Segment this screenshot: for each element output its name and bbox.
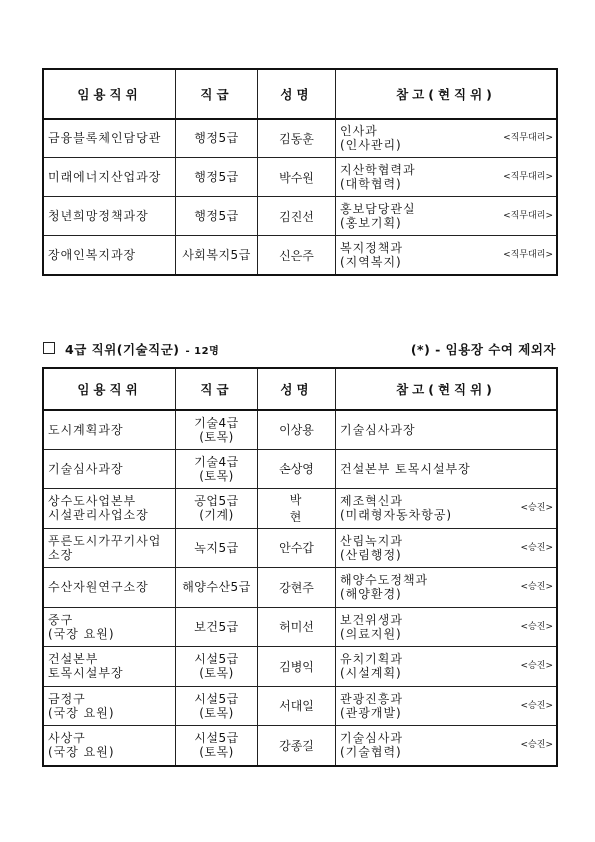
table-row xyxy=(44,119,557,158)
table-header-row xyxy=(44,70,557,119)
note-cell xyxy=(336,607,557,647)
position-text: 토목시설부장 xyxy=(48,666,124,681)
appointment-table-1 xyxy=(43,69,557,275)
position-cell xyxy=(44,197,176,236)
note-text: 지산학협력과 xyxy=(340,163,416,177)
table-row xyxy=(44,528,557,568)
note-text: (지역복지) xyxy=(340,255,402,269)
status-tag: <직무대리> xyxy=(503,172,553,182)
position-cell xyxy=(44,726,176,766)
position-text: 푸른도시가꾸기사업소장 xyxy=(48,533,162,562)
note-cell xyxy=(336,158,557,197)
note-text: 홍보담당관실 xyxy=(340,202,416,216)
grade-text: 시설5급 xyxy=(194,691,239,706)
table-row xyxy=(44,607,557,647)
grade-cell xyxy=(176,647,258,687)
note-text: (미래형자동차항공) xyxy=(340,508,453,523)
position-cell xyxy=(44,528,176,568)
status-tag: <승진> xyxy=(520,621,553,632)
position-text: 금융블록체인담당관 xyxy=(48,131,162,146)
note-text: (관광개발) xyxy=(340,705,402,720)
note-cell xyxy=(336,489,557,529)
header-position: 임용직위 xyxy=(44,70,176,119)
table-row xyxy=(44,489,557,529)
name-cell: 박수원 xyxy=(258,158,336,197)
position-cell xyxy=(44,647,176,687)
grade-cell xyxy=(176,236,258,275)
table-row xyxy=(44,568,557,608)
position-text: 기술심사과장 xyxy=(48,461,124,476)
grade-text: (토목) xyxy=(199,429,234,444)
name-cell: 이상용 xyxy=(258,410,336,450)
note-cell xyxy=(336,647,557,687)
position-cell xyxy=(44,410,176,450)
note-text: 해양수도정책과 xyxy=(340,573,429,588)
position-cell xyxy=(44,449,176,489)
name-cell: 서대일 xyxy=(258,686,336,726)
position-text: 중구 xyxy=(48,612,74,627)
name-cell: 손상영 xyxy=(258,449,336,489)
appointment-table-2 xyxy=(43,368,557,766)
grade-text: 행정5급 xyxy=(194,170,239,184)
position-text: 장애인복지과장 xyxy=(48,248,137,262)
note-text: 관광진흥과 xyxy=(340,691,403,706)
position-text: 건설본부 xyxy=(48,652,99,667)
status-tag: <승진> xyxy=(520,700,553,711)
status-tag: <승진> xyxy=(520,661,553,672)
grade-cell xyxy=(176,410,258,450)
note-cell xyxy=(336,119,557,158)
header-note: 참고(현직위) xyxy=(336,70,557,119)
position-text: 수산자원연구소장 xyxy=(48,580,149,595)
section-heading xyxy=(43,340,556,358)
table-row xyxy=(44,726,557,766)
position-cell xyxy=(44,489,176,529)
note-cell xyxy=(336,410,557,450)
grade-cell xyxy=(176,119,258,158)
header-note: 참고(현직위) xyxy=(336,369,557,410)
name-cell: 신은주 xyxy=(258,236,336,275)
position-text: 금정구 xyxy=(48,691,86,706)
name-cell: 박 현 xyxy=(258,489,336,529)
grade-text: (토목) xyxy=(199,705,234,720)
grade-cell xyxy=(176,158,258,197)
status-tag: <직무대리> xyxy=(503,133,553,144)
grade-text: 보건5급 xyxy=(194,619,239,634)
note-cell xyxy=(336,236,557,275)
position-text: 사상구 xyxy=(48,731,86,746)
note-text: 보건위생과 xyxy=(340,612,403,627)
grade-text: 공업5급 xyxy=(194,494,239,509)
grade-text: (토목) xyxy=(199,468,234,483)
name-cell: 김동훈 xyxy=(258,119,336,158)
header-grade: 직급 xyxy=(176,369,258,410)
position-cell xyxy=(44,236,176,275)
note-text: (인사관리) xyxy=(340,138,402,153)
table-row xyxy=(44,197,557,236)
table-row xyxy=(44,158,557,197)
grade-cell xyxy=(176,489,258,529)
grade-cell xyxy=(176,568,258,608)
name-cell: 안수갑 xyxy=(258,528,336,568)
note-text: (해양환경) xyxy=(340,587,402,602)
note-text: 인사과 xyxy=(340,124,378,139)
table-row xyxy=(44,236,557,275)
grade-text: (토목) xyxy=(199,666,234,681)
grade-text: 해양수산5급 xyxy=(182,580,251,595)
status-tag: <승진> xyxy=(520,740,553,751)
status-tag: <승진> xyxy=(520,542,553,553)
table-row xyxy=(44,686,557,726)
table-row xyxy=(44,410,557,450)
name-cell: 김병익 xyxy=(258,647,336,687)
note-text: 기술심사과 xyxy=(340,731,403,746)
table-row xyxy=(44,449,557,489)
position-text: 미래에너지산업과장 xyxy=(48,170,162,184)
position-cell xyxy=(44,568,176,608)
note-cell xyxy=(336,197,557,236)
grade-text: 행정5급 xyxy=(194,209,239,223)
position-text: 청년희망정책과장 xyxy=(48,209,149,223)
note-cell xyxy=(336,726,557,766)
position-cell xyxy=(44,607,176,647)
note-text: 건설본부 토목시설부장 xyxy=(340,461,471,476)
grade-text: 시설5급 xyxy=(194,731,239,746)
position-cell xyxy=(44,686,176,726)
note-cell xyxy=(336,449,557,489)
note-text: 유치기획과 xyxy=(340,652,403,667)
grade-cell xyxy=(176,449,258,489)
header-name: 성명 xyxy=(258,70,336,119)
position-text: (국장 요원) xyxy=(48,705,115,720)
table-row xyxy=(44,647,557,687)
note-cell xyxy=(336,528,557,568)
name-cell: 김진선 xyxy=(258,197,336,236)
grade-text: (기계) xyxy=(199,508,234,523)
grade-text: 기술4급 xyxy=(194,454,239,469)
name-cell: 강종길 xyxy=(258,726,336,766)
note-text: (홍보기획) xyxy=(340,216,402,230)
grade-cell xyxy=(176,726,258,766)
grade-cell xyxy=(176,528,258,568)
grade-cell xyxy=(176,607,258,647)
name-cell: 허미선 xyxy=(258,607,336,647)
note-text: (기술협력) xyxy=(340,745,402,760)
grade-text: 기술4급 xyxy=(194,415,239,430)
section-title: 4급 직위(기술직군) xyxy=(65,342,180,357)
section-count: - 12명 xyxy=(185,346,220,357)
section-right-note: (*) - 임용장 수여 제외자 xyxy=(410,342,556,357)
grade-text: 사회복지5급 xyxy=(182,248,251,262)
grade-cell xyxy=(176,197,258,236)
grade-text: (토목) xyxy=(199,745,234,760)
header-name: 성명 xyxy=(258,369,336,410)
status-tag: <직무대리> xyxy=(503,250,553,260)
note-cell xyxy=(336,568,557,608)
note-text: (대학협력) xyxy=(340,177,402,191)
status-tag: <승진> xyxy=(520,582,553,593)
note-cell xyxy=(336,686,557,726)
grade-text: 행정5급 xyxy=(194,131,239,146)
table-header-row xyxy=(44,369,557,410)
name-cell: 강현주 xyxy=(258,568,336,608)
grade-text: 녹지5급 xyxy=(194,540,239,555)
position-text: (국장 요원) xyxy=(48,745,115,760)
note-text: (의료지원) xyxy=(340,626,402,641)
status-tag: <직무대리> xyxy=(503,211,553,221)
note-text: 제조혁신과 xyxy=(340,494,403,509)
position-text: 도시계획과장 xyxy=(48,422,124,437)
note-text: (산림행정) xyxy=(340,547,402,562)
grade-text: 시설5급 xyxy=(194,652,239,667)
note-text: (시설계획) xyxy=(340,666,402,681)
position-cell xyxy=(44,158,176,197)
note-text: 기술심사과장 xyxy=(340,422,416,437)
position-text: (국장 요원) xyxy=(48,626,115,641)
header-position: 임용직위 xyxy=(44,369,176,410)
note-text: 산림녹지과 xyxy=(340,533,403,548)
position-text: 상수도사업본부 xyxy=(48,494,137,509)
position-text: 시설관리사업소장 xyxy=(48,508,149,523)
checkbox-icon xyxy=(43,342,55,354)
header-grade: 직급 xyxy=(176,70,258,119)
status-tag: <승진> xyxy=(520,503,553,514)
grade-cell xyxy=(176,686,258,726)
note-text: 복지정책과 xyxy=(340,241,403,255)
position-cell xyxy=(44,119,176,158)
